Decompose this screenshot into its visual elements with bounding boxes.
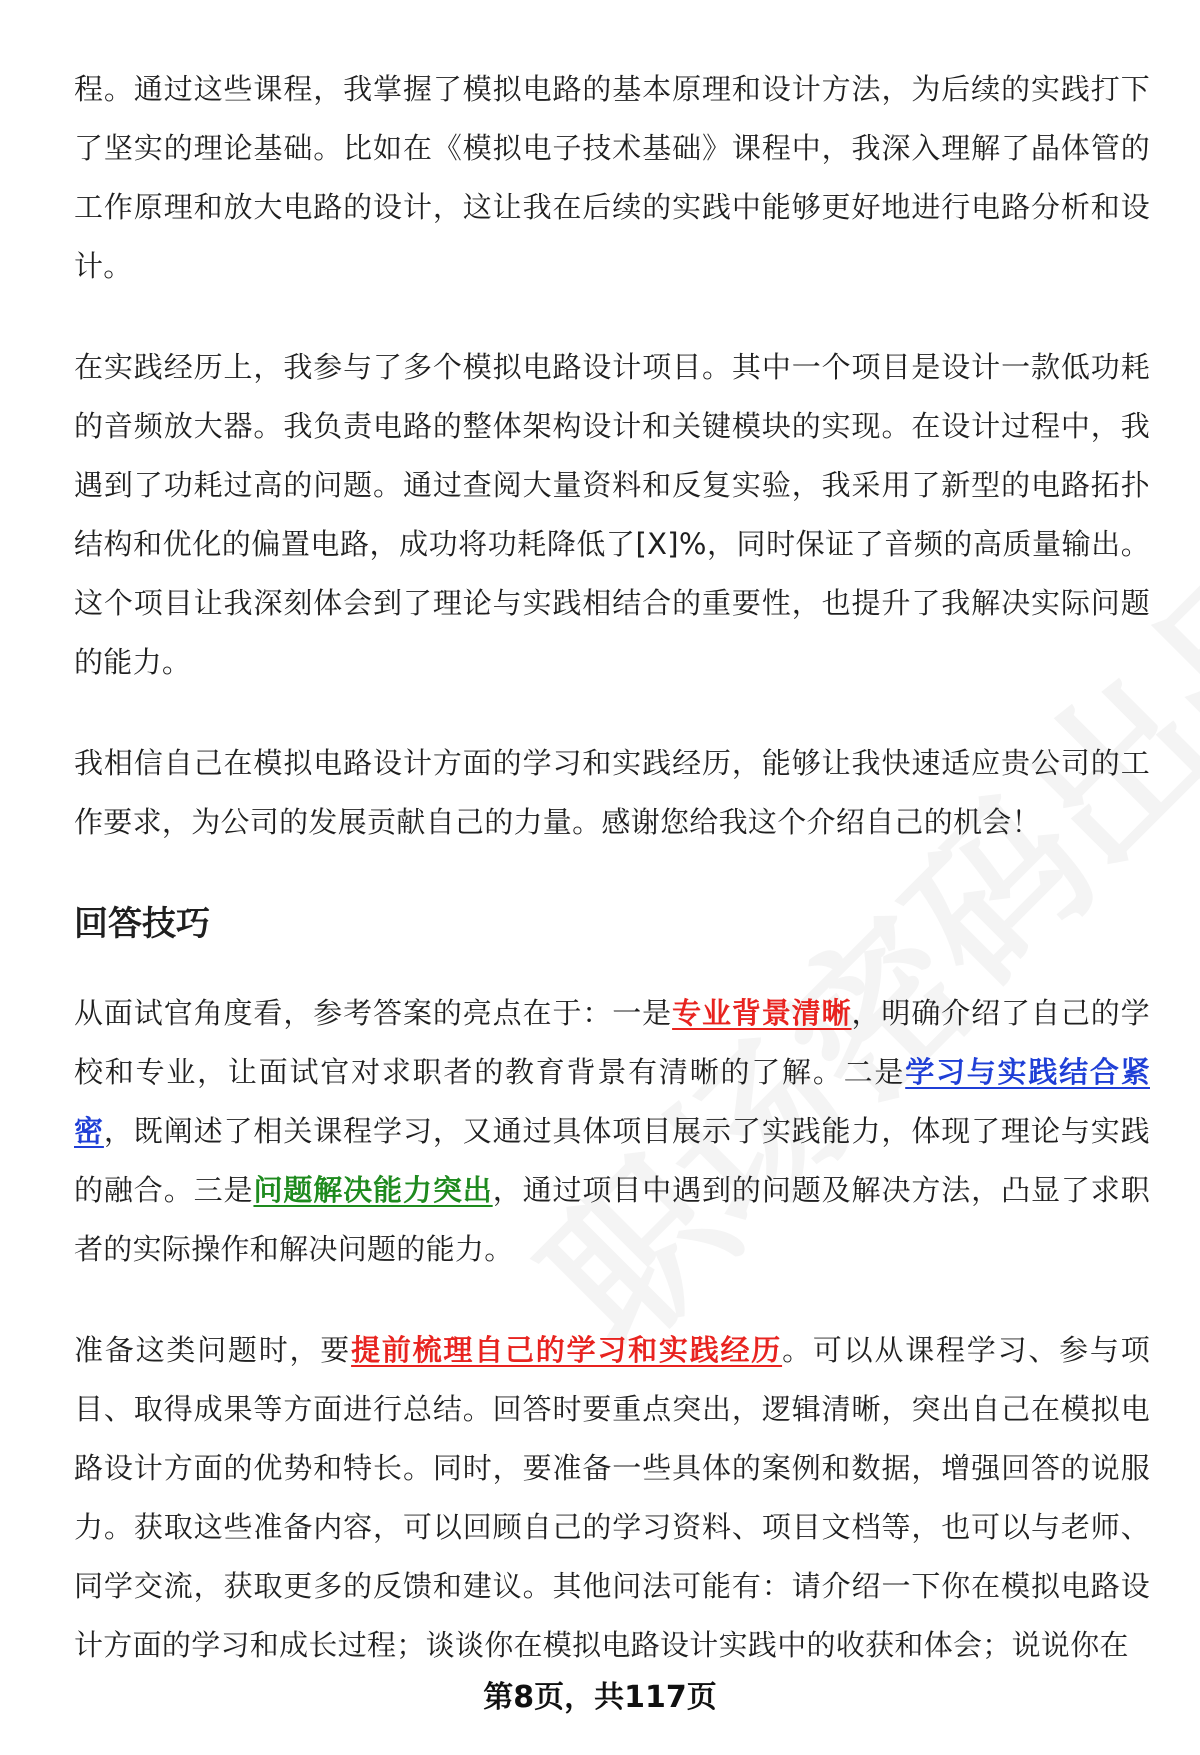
page-content [74, 60, 1150, 1717]
body-paragraph-3: 我相信自己在模拟电路设计方面的学习和实践经历，能够让我快速适应贵公司的工作要求，为公司的发展贡献自己的力量。感谢您给我这个介绍自己的机会！ [74, 746, 1150, 839]
highlight-prepare-experience: 提前梳理自己的学习和实践经历 [351, 1333, 783, 1367]
tips-text: 。可以从课程学习、参与项目、取得成果等方面进行总结。回答时要重点突出，逻辑清晰，突出自己在模拟电路设计方面的优势和特长。同时，要准备一些具体的案例和数据，增强回答的说服力。获取这些准备内容，可以回顾自己的学习资料、项目文档等，也可以与老师、同学交流，获取更多的反馈和建议。其他问法可能有：请介绍一下你在模拟电路设计方面的学习和成长过程；谈谈你在模拟电路设计实践中的收获和体会；说说你在 [74, 1333, 1151, 1662]
highlight-problem-solving: 问题解决能力突出 [253, 1173, 493, 1207]
section-heading: 回答技巧 [74, 904, 210, 944]
tips-text: ，明确介绍了自己的学校和专业，让面试官对求职者的教育背景有清晰的了解。二是 [74, 996, 1150, 1089]
highlight-professional-background: 专业背景清晰 [672, 996, 852, 1030]
body-paragraph-1: 程。通过这些课程，我掌握了模拟电路的基本原理和设计方法，为后续的实践打下了坚实的理论基础。比如在《模拟电子技术基础》课程中，我深入理解了晶体管的工作原理和放大电路的设计，这让我在后续的实践中能够更好地进行电路分析和设计。 [74, 72, 1150, 283]
body-paragraph-2: 在实践经历上，我参与了多个模拟电路设计项目。其中一个项目是设计一款低功耗的音频放大器。我负责电路的整体架构设计和关键模块的实现。在设计过程中，我遇到了功耗过高的问题。通过查阅大量资料和反复实验，我采用了新型的电路拓扑结构和优化的偏置电路，成功将功耗降低了[X]%，同时保证了音频的高质量输出。这个项目让我深刻体会到了理论与实践相结合的重要性，也提升了我解决实际问题的能力。 [74, 350, 1150, 679]
tips-text: 准备这类问题时，要 [74, 1333, 352, 1367]
tips-text: ，通过项目中遇到的问题及解决方法，凸显了求职者的实际操作和解决问题的能力。 [74, 1173, 1150, 1266]
page-number: 第8页，共117页 [483, 1680, 717, 1715]
tips-paragraph-1 [74, 984, 1150, 1279]
tips-text: ，既阐述了相关课程学习，又通过具体项目展示了实践能力，体现了理论与实践的融合。三是 [74, 1114, 1150, 1207]
tips-paragraph-2 [74, 1321, 1150, 1675]
tips-text: 从面试官角度看，参考答案的亮点在于：一是 [74, 996, 673, 1030]
highlight-study-practice: 学习与实践结合紧密 [74, 1055, 1150, 1148]
